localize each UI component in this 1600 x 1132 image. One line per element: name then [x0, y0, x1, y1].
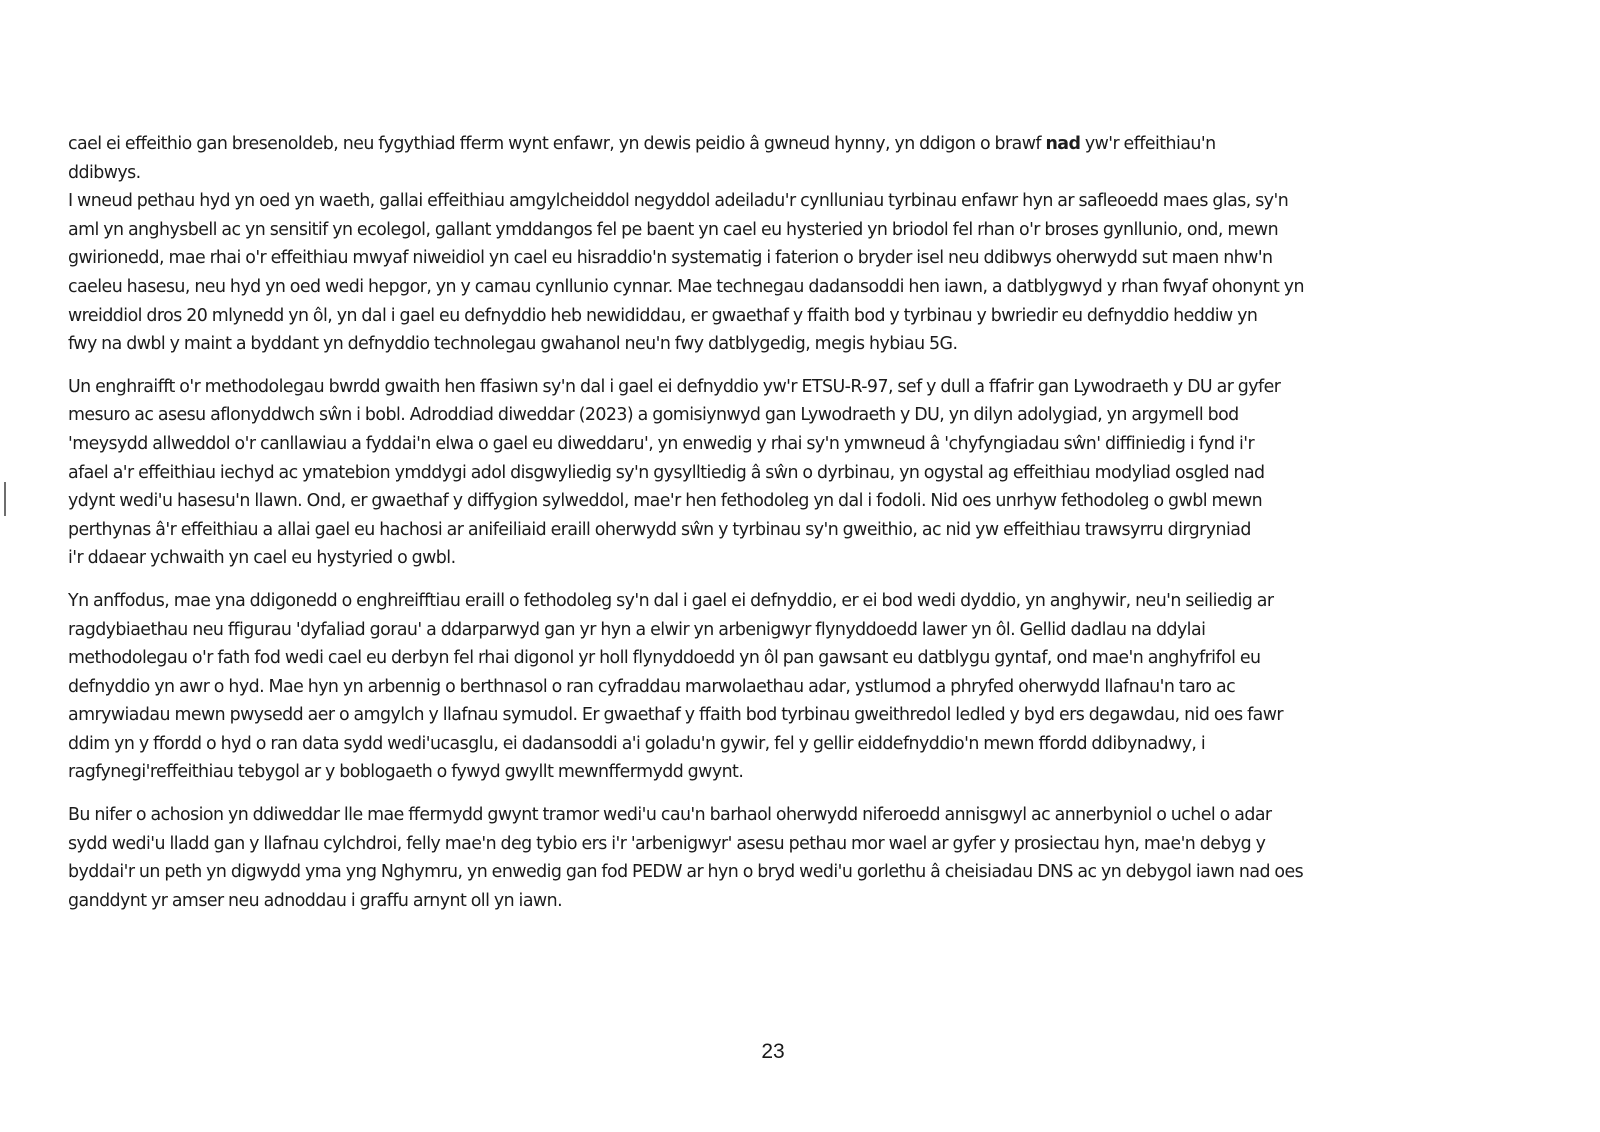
text-line: mesuro ac asesu aflonyddwch sŵn i bobl. Adroddiad diweddar (2023) a gomisiynwyd gan Lywodraeth y DU, yn dilyn adolygiad, yn argymell bod: [68, 405, 1239, 426]
paragraph-etsu-r-97: [68, 373, 1488, 573]
text-line: ddim yn y ffordd o hyd o ran data sydd wedi'ucasglu, ei dadansoddi a'i goladu'n gywir, fel y gellir eiddefnyddio'n mewn ffordd ddibynadwy, i: [68, 733, 1206, 754]
text-line: ragfynegi'reffeithiau tebygol ar y boblogaeth o fywyd gwyllt mewnffermydd gwynt.: [68, 762, 744, 783]
text-line: 'meysydd allweddol o'r canllawiau a fyddai'n elwa o gael eu diweddaru', yn enwedig y rhai sy'n ymwneud â 'chyfyngiadau sŵn' diffiniedig i fynd i'r: [68, 433, 1255, 454]
text-line: byddai'r un peth yn digwydd yma yng Nghymru, yn enwedig gan fod PEDW ar hyn o bryd wedi'u gorlethu â cheisiadau DNS ac yn debygol iawn nad oes: [68, 862, 1304, 883]
text-line: Yn anffodus, mae yna ddigonedd o enghreifftiau eraill o fethodoleg sy'n dal i gael ei defnyddio, er ei bod wedi dyddio, yn anghywir, neu'n seiliedig ar: [68, 590, 1274, 611]
text-line: amrywiadau mewn pwysedd aer o amgylch y llafnau symudol. Er gwaethaf y ffaith bod tyrbinau gweithredol ledled y byd ers degawdau, nid oes fawr: [68, 705, 1284, 726]
paragraph-environmental-effects: [68, 187, 1488, 359]
text-line: ganddynt yr amser neu adnoddau i graffu arnynt oll yn iawn.: [68, 890, 563, 911]
text-line: gwirionedd, mae rhai o'r effeithiau mwyaf niweidiol yn cael eu hisraddio'n systematig i faterion o bryder isel neu ddibwys oherwydd sut maen nhw'n: [68, 248, 1273, 269]
paragraph-continuation: [68, 130, 1488, 187]
margin-change-bar: [4, 482, 6, 516]
text-line: aml yn anghysbell ac yn sensitif yn ecolegol, gallant ymddangos fel pe baent yn cael eu hysteried yn briodol fel rhan o'r broses gynllunio, ond, mewn: [68, 219, 1279, 240]
page-number: [0, 1040, 1600, 1064]
text-line: Un enghraifft o'r methodolegau bwrdd gwaith hen ffasiwn sy'n dal i gael ei defnyddio yw'r ETSU-R-97, sef y dull a ffafrir gan Lywodraeth y DU ar gyfer: [68, 376, 1281, 397]
body-text: [68, 130, 1488, 929]
text-line: ddibwys.: [68, 162, 141, 183]
paragraph-wind-farm-closures: [68, 801, 1488, 915]
text-line: ydynt wedi'u hasesu'n llawn. Ond, er gwaethaf y diffygion sylweddol, mae'r hen fethodoleg yn dal i fodoli. Nid oes unrhyw fethodoleg o gwbl mewn: [68, 491, 1263, 512]
text-run: cael ei effeithio gan bresenoldeb, neu fygythiad fferm wynt enfawr, yn dewis peidio â gwneud hynny, yn ddigon o brawf: [68, 134, 1046, 154]
text-line: fwy na dwbl y maint a byddant yn defnyddio technolegau gwahanol neu'n fwy datblygedig, megis hybiau 5G.: [68, 334, 958, 355]
text-line: defnyddio yn awr o hyd. Mae hyn yn arbennig o berthnasol o ran cyfraddau marwolaethau adar, ystlumod a phryfed oherwydd llafnau'n taro ac: [68, 676, 1236, 697]
paragraph-outdated-methodology: [68, 587, 1488, 787]
text-line: caeleu hasesu, neu hyd yn oed wedi hepgor, yn y camau cynllunio cynnar. Mae technegau dadansoddi hen iawn, a datblygwyd y rhan fwyaf ohonynt yn: [68, 276, 1304, 297]
text-line: afael a'r effeithiau iechyd ac ymatebion ymddygi adol disgwyliedig sy'n gysylltiedig â sŵn o dyrbinau, yn ogystal ag effeithiau modyliad osgled nad: [68, 462, 1265, 483]
text-run: yw'r effeithiau'n: [1080, 134, 1216, 154]
text-line: Bu nifer o achosion yn ddiweddar lle mae ffermydd gwynt tramor wedi'u cau'n barhaol oherwydd niferoedd annisgwyl ac annerbyniol o uchel o adar: [68, 805, 1272, 826]
text-line: ragdybiaethau neu ffigurau 'dyfaliad gorau' a ddarparwyd gan yr hyn a elwir yn arbenigwyr flynyddoedd lawer yn ôl. Gellid dadlau na ddylai: [68, 619, 1206, 640]
text-line: methodolegau o'r fath fod wedi cael eu derbyn fel rhai digonol yr holl flynyddoedd yn ôl pan gawsant eu datblygu gyntaf, ond mae'n anghyfrifol eu: [68, 648, 1261, 669]
text-line: i'r ddaear ychwaith yn cael eu hystyried o gwbl.: [68, 548, 456, 569]
text-line: sydd wedi'u lladd gan y llafnau cylchdroi, felly mae'n deg tybio ers i'r 'arbenigwyr' asesu pethau mor wael ar gyfer y prosiectau hyn, mae'n debyg y: [68, 833, 1266, 854]
text-line: wreiddiol dros 20 mlynedd yn ôl, yn dal i gael eu defnyddio heb newididdau, er gwaethaf y ffaith bod y tyrbinau y bwriedir eu defnyddio heddiw yn: [68, 305, 1258, 326]
emphasis-nad: nad: [1045, 134, 1081, 154]
page-number-text: 23: [761, 1040, 785, 1063]
text-line: perthynas â'r effeithiau a allai gael eu hachosi ar anifeiliaid eraill oherwydd sŵn y tyrbinau sy'n gweithio, ac nid yw effeithiau trawsyrru dirgryniad: [68, 519, 1251, 540]
text-line: I wneud pethau hyd yn oed yn waeth, gallai effeithiau amgylcheiddol negyddol adeiladu'r cynlluniau tyrbinau enfawr hyn ar safleoedd maes glas, sy'n: [68, 191, 1289, 212]
text-line: [68, 130, 1488, 159]
